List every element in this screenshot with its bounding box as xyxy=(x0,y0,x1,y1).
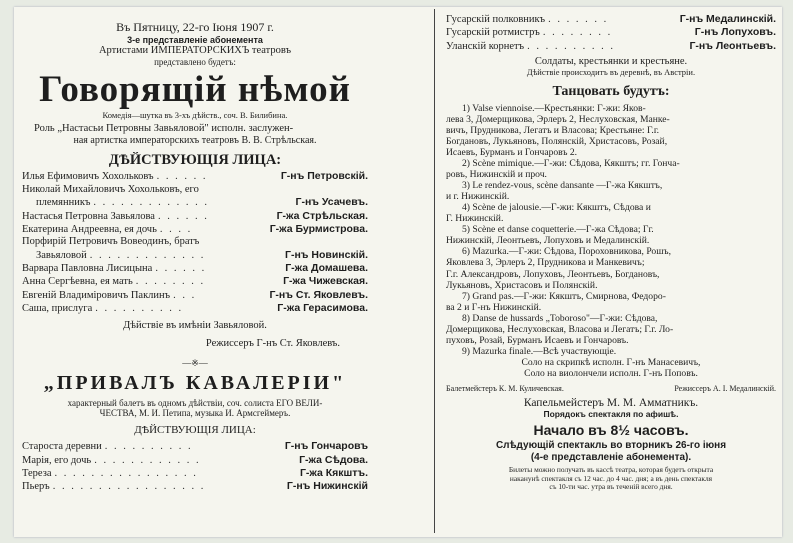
cast-row: Екатерина Андреевна, ея дочь . . . . Г-жа Бурмистрова. xyxy=(22,222,368,235)
dance-line: 2) Scène mimique.—Г-жи: Сѣдова, Кякштъ; гг. Гонча- xyxy=(462,158,680,170)
performance-date: Въ Пятницу, 22-го Іюня 1907 г. xyxy=(116,21,274,34)
cast-row: племянникъ . . . . . . . . . . . . . Г-нъ Усачевъ. xyxy=(36,196,368,209)
dances-list xyxy=(446,103,776,379)
setting-line: Дѣйствіе въ имѣніи Завьяловой. xyxy=(123,319,267,331)
cast-row: Завьяловой . . . . . . . . . . . . . Г-нъ Новинскій. xyxy=(36,248,368,261)
play-title: Говорящій нѣмой xyxy=(39,70,351,110)
order-line: Порядокъ спектакля по афишѣ. xyxy=(543,410,679,420)
cast2-heading: ДѢЙСТВУЮЩІЯ ЛИЦА: xyxy=(134,423,256,436)
right-column xyxy=(446,7,776,537)
dances-heading: Танцовать будутъ: xyxy=(552,83,670,99)
playbill-sheet xyxy=(14,7,782,537)
play-genre: Комедія—шутка въ 3-хъ дѣйств., соч. В. Билибина. xyxy=(102,111,288,121)
next-performance-line-2: (4-е представленіе абонемента). xyxy=(530,451,692,463)
dance-line: 6) Mazurka.—Г-жи: Сѣдова, Пороховникова, Рошъ, xyxy=(462,246,671,258)
cast-list xyxy=(22,170,368,315)
subscription-note: 3-е представленіе абонемента xyxy=(127,34,263,45)
regisseur-line: Режиссеръ А. І. Медалинскій. xyxy=(674,383,776,393)
cast-heading: ДѢЙСТВУЮЩІЯ ЛИЦА: xyxy=(108,151,282,168)
violin-solo-line: Соло на скрипкѣ исполн. Г-нъ Манасевичъ, xyxy=(521,356,701,368)
dance-line: 7) Grand pas.—Г-жи: Кякштъ, Смирнова, Федоро- xyxy=(462,290,666,302)
cast-row: Варвара Павловна Лисицына . . . . . . Г-жа Домашева. xyxy=(22,262,368,275)
dance-line: пуховъ, Розай, Бурманъ Исаевъ и Гончаровъ. xyxy=(446,334,629,346)
dance-line: Лукьяновъ, Христасовъ и Полянскій. xyxy=(446,279,598,291)
dance-line: 8) Danse de hussards „Toboroso"—Г-жи: Сѣдова, xyxy=(462,312,658,324)
soldiers-line: Солдаты, крестьянки и крестьяне. xyxy=(534,56,688,68)
section-separator: —※— xyxy=(182,357,208,368)
tickets-line-3: съ 10-ти час. утра въ теченій всего дня. xyxy=(549,483,673,492)
presented-line: представлено будетъ: xyxy=(154,57,236,68)
credits-row xyxy=(446,384,776,393)
dance-line: 3) Le rendez-vous, scène dansante —Г-жа Кякштъ, xyxy=(462,180,663,192)
dance-line: 1) Valse viennoise.—Крестьянки: Г-жи: Яков- xyxy=(462,103,646,115)
cast-row: Тереза . . . . . . . . . . . . . . . . Г-жа Кякштъ. xyxy=(22,467,368,480)
ballet-title: „ПРИВАЛЪ КАВАЛЕРІИ" xyxy=(43,371,347,394)
conductor-line: Капельмейстеръ М. М. Амматникъ. xyxy=(523,397,699,410)
dance-line: Нижинскій, Леонтьевъ, Лопуховъ и Медалинскій. xyxy=(446,235,650,247)
left-column xyxy=(22,7,368,537)
dance-line: ровъ, Нижинскій и проч. xyxy=(446,169,547,181)
column-divider xyxy=(434,9,435,533)
troupe-line: Артистами ИМПЕРАТОРСКИХЪ театровъ xyxy=(98,45,292,57)
ballet-description-2: ЧЕСТВА, М. И. Петипа, музыка И. Армсгеймеръ. xyxy=(99,408,291,419)
cast-row: Гусарскій полковникъ . . . . . . . Г-нъ Медалинскій. xyxy=(446,13,776,25)
cast-row: Марія, его дочь . . . . . . . . . . . . Г-жа Сѣдова. xyxy=(22,453,368,466)
cast-row: Евгеній Владиміровичъ Паклинъ . . . Г-нъ Ст. Яковлевъ. xyxy=(22,288,368,301)
ballet-cast-continued xyxy=(446,13,776,53)
start-time-line: Начало въ 8½ часовъ. xyxy=(533,422,689,438)
dance-line: 5) Scène et danse coquetterie.—Г-жа Сѣдова; Гг. xyxy=(462,224,654,236)
tickets-line-1: Билеты можно получать въ кассѣ театра, которая будетъ открыта xyxy=(508,466,714,475)
role-note-line-1: Роль „Настасьи Петровны Завьяловой" исполн. заслужен- xyxy=(34,123,294,135)
dance-line: лева 3, Домерщикова, Эрлеръ 2, Неслуховская, Манке- xyxy=(446,114,670,126)
place-line: Дѣйствіе происходитъ въ деревнѣ, въ Австріи. xyxy=(526,68,696,78)
cast-row: Староста деревни . . . . . . . . . . Г-нъ Гончаровъ xyxy=(22,440,368,453)
director-line: Режиссеръ Г-нъ Ст. Яковлевъ. xyxy=(205,337,340,349)
cast-row: Порфирій Петровичъ Вовеодинъ, братъ xyxy=(22,236,200,248)
cast-row: Николай Михайловичъ Хохольковъ, его xyxy=(22,183,199,195)
dance-line: и г. Нижинскій. xyxy=(446,191,510,203)
dance-line: Богдановъ, Лукьяновъ, Полянскій, Христасовъ, Розай, xyxy=(446,136,668,148)
ballet-description-1: характерный балетъ въ одномъ дѣйствіи, соч. солиста ЕГО ВЕЛИ- xyxy=(67,397,323,408)
cast-row: Настасья Петровна Завьялова . . . . . . Г-жа Стрѣльская. xyxy=(22,209,368,222)
cast-row: Илья Ефимовичъ Хохольковъ . . . . . . Г-нъ Петровскій. xyxy=(22,170,368,183)
dance-line: вичъ, Прудникова, Легатъ и Власова; Крестьяне: Г.г. xyxy=(446,125,660,137)
cast-row: Гусарскій ротмистръ . . . . . . . . Г-нъ Лопуховъ. xyxy=(446,26,776,39)
cello-solo-line: Соло на виолончели исполн. Г-нъ Поповъ. xyxy=(524,367,698,379)
dance-line: Яковлева 3, Эрлеръ 2, Прудникова и Манкевичъ; xyxy=(446,257,645,269)
cast-row: Анна Сергѣевна, ея мать . . . . . . . . Г-жа Чижевская. xyxy=(22,275,368,288)
dance-line: Г.г. Александровъ, Лопуховъ, Леонтьевъ, Богдановъ, xyxy=(446,268,660,280)
dance-line: Исаевъ, Бурманъ и Гончаровъ 2. xyxy=(446,147,578,159)
dance-line: 4) Scène de jalousie.—Г-жи: Кякштъ, Сѣдова и xyxy=(462,202,651,214)
dance-line: Домерщикова, Неслуховская, Власова и Легатъ; Г.г. Ло- xyxy=(446,323,674,335)
cast-row: Уланскій корнетъ . . . . . . . . . . Г-нъ Леонтьевъ. xyxy=(446,39,776,52)
dance-line: Г. Нижинскій. xyxy=(446,213,504,225)
dance-line: 9) Mazurka finale.—Всѣ участвующіе. xyxy=(462,345,617,357)
tickets-line-2: наканунѣ спектакля съ 12 час. до 4 час. дня; а въ день спектакля xyxy=(509,474,713,483)
cast-row: Саша, прислуга . . . . . . . . . . Г-жа Герасимова. xyxy=(22,302,368,315)
dance-line: ва 2 и Г-нъ Нижинскій. xyxy=(446,301,542,313)
ballet-cast-list xyxy=(22,440,368,494)
ballet-master-line: Балетмейстеръ К. М. Куличевская. xyxy=(446,383,564,393)
role-note-line-2: ная артистка императорскихъ театровъ В. В. Стрѣльская. xyxy=(73,135,317,147)
cast-row: Пьеръ . . . . . . . . . . . . . . . . . Г-нъ Нижинскій xyxy=(22,480,368,493)
next-performance-line-1: Слѣдующій спектакль во вторникъ 26-го іюня xyxy=(495,440,727,452)
